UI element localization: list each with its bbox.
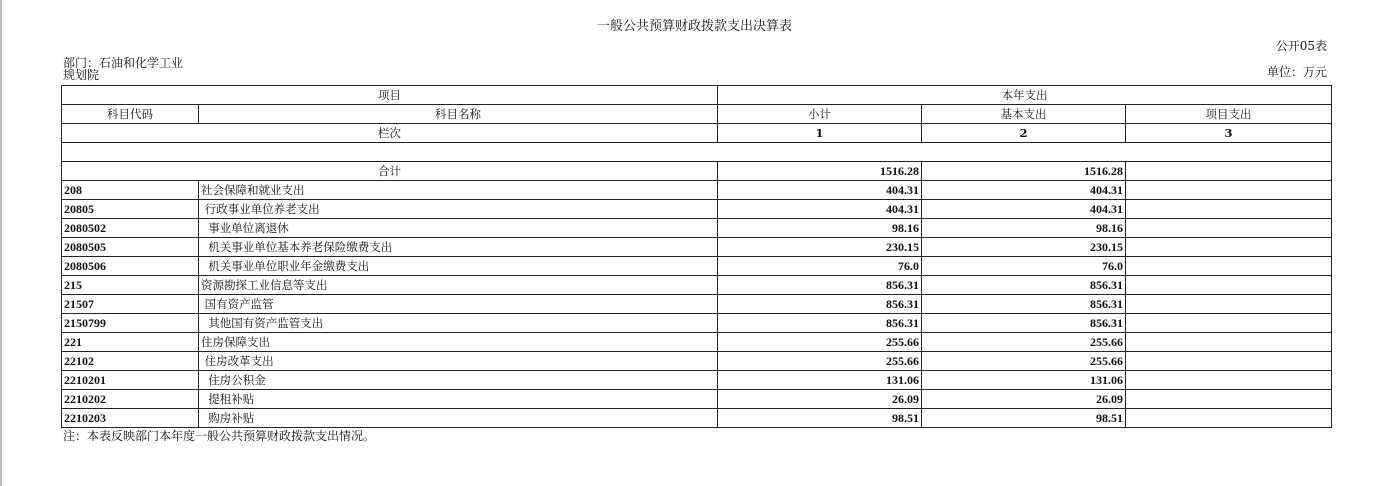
- department-label: 部门：石油和化学工业规划院: [63, 56, 184, 82]
- subject-code-cell: 20805: [62, 200, 199, 219]
- table-row: [62, 390, 1332, 409]
- column-index-row: [62, 124, 1332, 143]
- subject-code-cell: 2150799: [62, 314, 199, 333]
- subject-code-cell: 2210201: [62, 371, 199, 390]
- subject-code-cell: 2080505: [62, 238, 199, 257]
- header-basic-expense: 基本支出: [922, 105, 1126, 124]
- subject-code-cell: 2080506: [62, 257, 199, 276]
- header-row-1: [62, 86, 1332, 105]
- subject-code-cell: 2080502: [62, 219, 199, 238]
- subtotal-cell: 255.66: [718, 352, 922, 371]
- table-row: [62, 219, 1332, 238]
- subject-code-cell: 215: [62, 276, 199, 295]
- basic-expense-cell: 856.31: [922, 295, 1126, 314]
- table-row: [62, 352, 1332, 371]
- subtotal-cell: 131.06: [718, 371, 922, 390]
- subject-name-cell: 住房改革支出: [199, 352, 718, 371]
- basic-expense-cell: 98.16: [922, 219, 1126, 238]
- column-index-3: 3: [1126, 124, 1332, 143]
- subtotal-cell: 404.31: [718, 200, 922, 219]
- subject-name-cell: 住房保障支出: [199, 333, 718, 352]
- subject-name-cell: 提租补贴: [199, 390, 718, 409]
- project-expense-cell: [1126, 219, 1332, 238]
- subject-code-cell: 2210203: [62, 409, 199, 428]
- basic-expense-cell: 255.66: [922, 333, 1126, 352]
- header-subject-code: 科目代码: [62, 105, 199, 124]
- column-index-label: 栏次: [62, 124, 718, 143]
- project-expense-cell: [1126, 276, 1332, 295]
- subject-code-cell: 22102: [62, 352, 199, 371]
- subject-name-cell: 事业单位离退休: [199, 219, 718, 238]
- header-project: 项目: [62, 86, 718, 105]
- table-row: [62, 371, 1332, 390]
- header-project-expense: 项目支出: [1126, 105, 1332, 124]
- header-row-2: [62, 105, 1332, 124]
- subject-name-cell: 机关事业单位职业年金缴费支出: [199, 257, 718, 276]
- project-expense-cell: [1126, 371, 1332, 390]
- table-row: [62, 200, 1332, 219]
- unit-label: 单位：万元: [1266, 65, 1327, 79]
- basic-expense-cell: 131.06: [922, 371, 1126, 390]
- subject-name-cell: 行政事业单位养老支出: [199, 200, 718, 219]
- subtotal-cell: 856.31: [718, 314, 922, 333]
- project-expense-cell: [1126, 238, 1332, 257]
- subtotal-cell: 404.31: [718, 181, 922, 200]
- spacer-cell: [62, 143, 1332, 162]
- table-row: [62, 314, 1332, 333]
- basic-expense-cell: 856.31: [922, 276, 1126, 295]
- project-expense-cell: [1126, 314, 1332, 333]
- project-expense-cell: [1126, 200, 1332, 219]
- total-label: 合计: [62, 162, 718, 181]
- subtotal-cell: 230.15: [718, 238, 922, 257]
- total-row: [62, 162, 1332, 181]
- project-expense-cell: [1126, 352, 1332, 371]
- basic-expense-cell: 26.09: [922, 390, 1126, 409]
- subtotal-cell: 856.31: [718, 276, 922, 295]
- basic-expense-cell: 98.51: [922, 409, 1126, 428]
- table-row: [62, 333, 1332, 352]
- total-project: [1126, 162, 1332, 181]
- header-current-year-expense: 本年支出: [718, 86, 1332, 105]
- basic-expense-cell: 255.66: [922, 352, 1126, 371]
- project-expense-cell: [1126, 390, 1332, 409]
- subtotal-cell: 98.51: [718, 409, 922, 428]
- subtotal-cell: 98.16: [718, 219, 922, 238]
- basic-expense-cell: 856.31: [922, 314, 1126, 333]
- table-row: [62, 409, 1332, 428]
- subject-code-cell: 208: [62, 181, 199, 200]
- spacer-row: [62, 143, 1332, 162]
- subject-name-cell: 机关事业单位基本养老保险缴费支出: [199, 238, 718, 257]
- subject-name-cell: 国有资产监管: [199, 295, 718, 314]
- subject-name-cell: 资源勘探工业信息等支出: [199, 276, 718, 295]
- page-title: 一般公共预算财政拨款支出决算表: [596, 19, 792, 34]
- subject-name-cell: 住房公积金: [199, 371, 718, 390]
- basic-expense-cell: 230.15: [922, 238, 1126, 257]
- header-subject-name: 科目名称: [199, 105, 718, 124]
- project-expense-cell: [1126, 257, 1332, 276]
- project-expense-cell: [1126, 181, 1332, 200]
- footnote: 注：本表反映部门本年度一般公共预算财政拨款支出情况。: [63, 429, 376, 443]
- subtotal-cell: 856.31: [718, 295, 922, 314]
- subtotal-cell: 255.66: [718, 333, 922, 352]
- table-row: [62, 295, 1332, 314]
- subject-code-cell: 21507: [62, 295, 199, 314]
- subject-name-cell: 社会保障和就业支出: [199, 181, 718, 200]
- header-subtotal: 小计: [718, 105, 922, 124]
- basic-expense-cell: 404.31: [922, 181, 1126, 200]
- subject-name-cell: 购房补贴: [199, 409, 718, 428]
- table-row: [62, 276, 1332, 295]
- subtotal-cell: 76.0: [718, 257, 922, 276]
- project-expense-cell: [1126, 333, 1332, 352]
- subject-code-cell: 221: [62, 333, 199, 352]
- table-row: [62, 238, 1332, 257]
- total-subtotal: 1516.28: [718, 162, 922, 181]
- column-index-2: 2: [922, 124, 1126, 143]
- expense-table: [61, 85, 1332, 428]
- total-basic: 1516.28: [922, 162, 1126, 181]
- basic-expense-cell: 404.31: [922, 200, 1126, 219]
- project-expense-cell: [1126, 295, 1332, 314]
- table-row: [62, 257, 1332, 276]
- project-expense-cell: [1126, 409, 1332, 428]
- page-left-edge: [0, 0, 2, 486]
- column-index-1: 1: [718, 124, 922, 143]
- form-number: 公开05表: [1275, 39, 1327, 53]
- basic-expense-cell: 76.0: [922, 257, 1126, 276]
- subtotal-cell: 26.09: [718, 390, 922, 409]
- table-row: [62, 181, 1332, 200]
- subject-code-cell: 2210202: [62, 390, 199, 409]
- subject-name-cell: 其他国有资产监管支出: [199, 314, 718, 333]
